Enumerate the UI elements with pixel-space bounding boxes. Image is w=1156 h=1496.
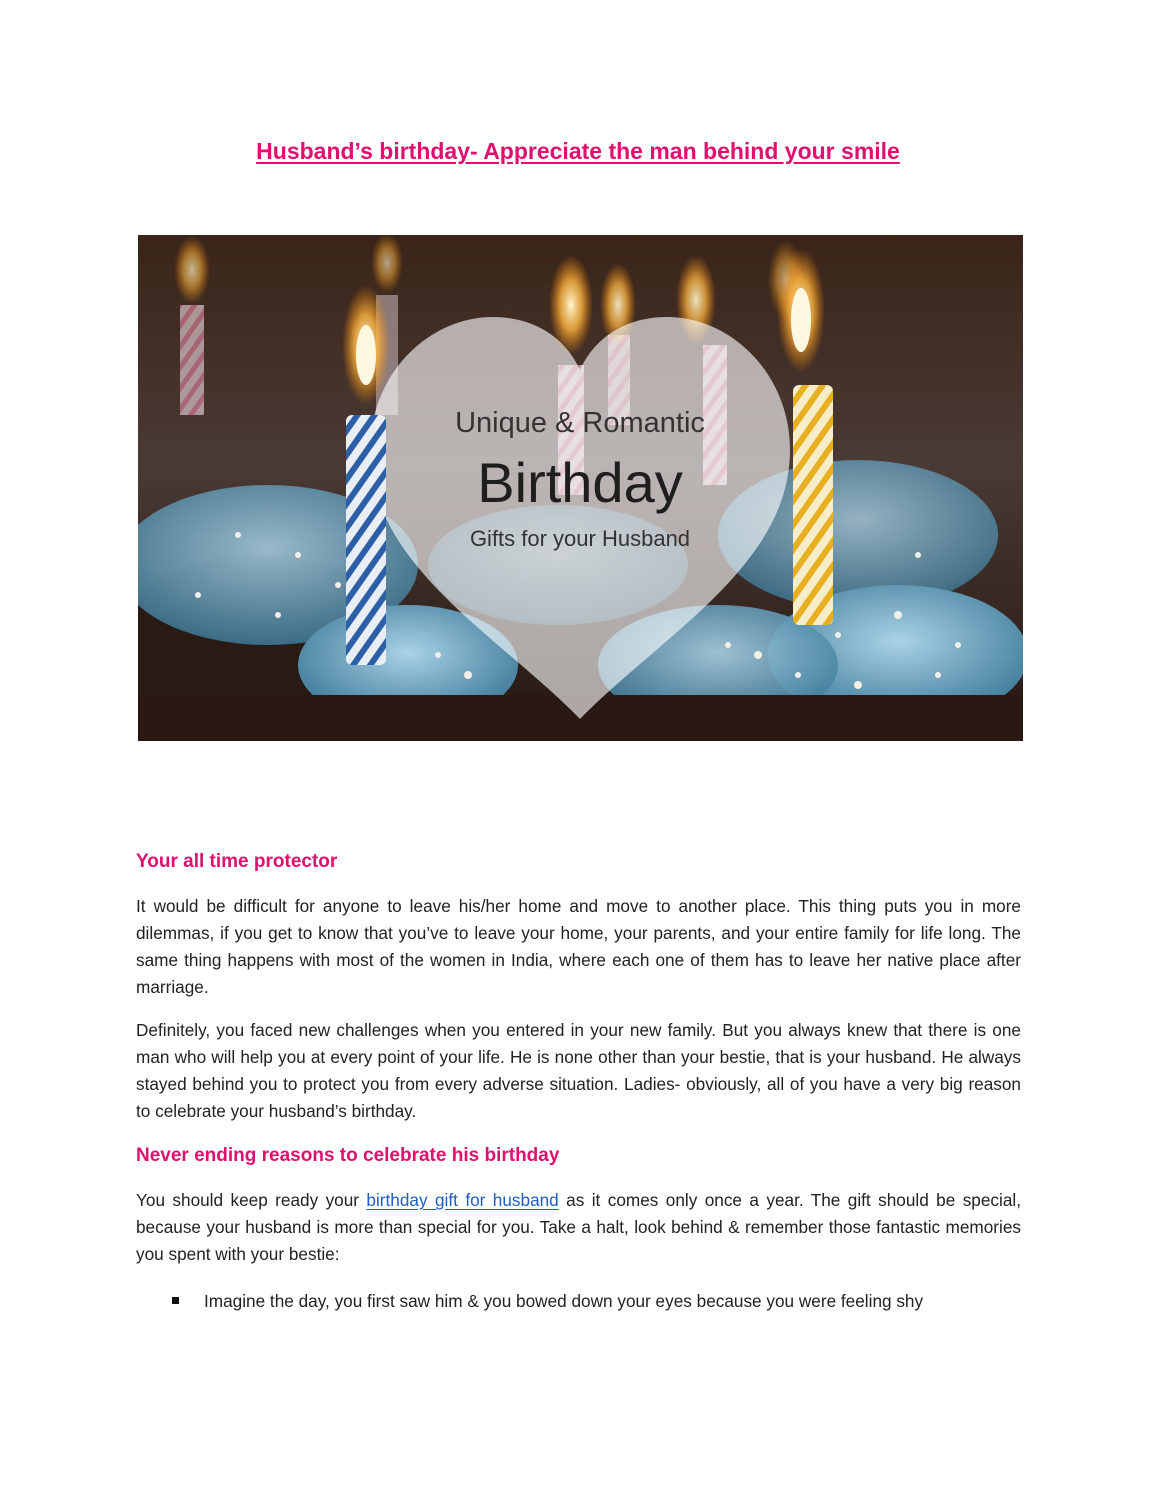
list-item-text: Imagine the day, you first saw him & you bowed down your eyes because you were feeling shy <box>204 1291 924 1311</box>
square-bullet-icon <box>172 1297 179 1304</box>
section-heading-reasons: Never ending reasons to celebrate his birthday <box>136 1145 560 1166</box>
paragraph-reasons-start: You should keep ready your <box>136 1190 367 1210</box>
paragraph-reasons-end: as it comes only once a year. The gift should be special, because your husband is more than special for you. Take a halt, look behind & remember those fantastic memories you spent with your bestie: <box>136 1190 1021 1264</box>
document-title: Husband’s birthday- Appreciate the man behind your smile <box>256 138 900 164</box>
hero-image <box>138 235 1023 741</box>
birthday-cupcakes-illustration <box>138 235 1023 741</box>
birthday-gift-link[interactable]: birthday gift for husband <box>366 1190 559 1210</box>
paragraph-protector-1: It would be difficult for anyone to leave his/her home and move to another place. This thing puts you in more dilemmas, if you get to know that you’ve to leave your home, your parents, and your entire family for life long. The same thing happens with most of the women in India, where each one of them has to leave her native place after marriage. <box>136 896 1021 997</box>
section-heading-protector: Your all time protector <box>136 851 338 872</box>
hero-tagline-bottom: Gifts for your Husband <box>469 526 691 551</box>
paragraph-protector-2: Definitely, you faced new challenges when you entered in your new family. But you always knew that there is one man who will help you at every point of your life. He is none other than your bestie, that is your husband. He always stayed behind you to protect you from every adverse situation. Ladies- obviously, all of you have a very big reason to celebrate your husband’s birthday. <box>136 1020 1021 1121</box>
hero-tagline-main: Birthday <box>477 451 683 514</box>
list-item <box>172 1288 923 1315</box>
hero-tagline-top: Unique & Romantic <box>455 407 705 439</box>
paragraph-reasons <box>136 1187 1021 1268</box>
